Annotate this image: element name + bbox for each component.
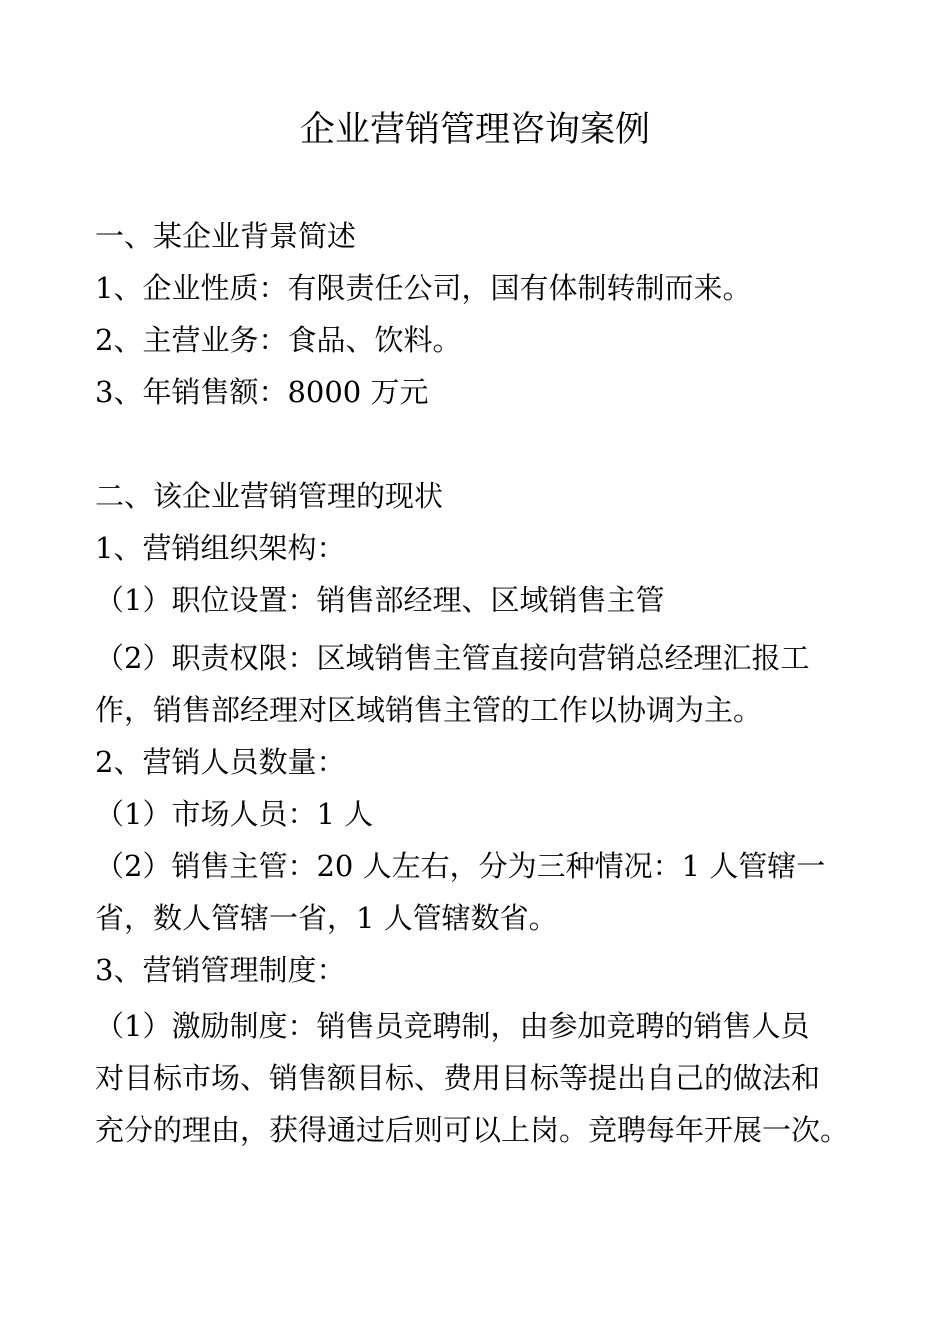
paragraph-line: 充分的理由，获得通过后则可以上岗。竞聘每年开展一次。 — [95, 1113, 850, 1147]
paragraph-line: 省，数人管辖一省，1 人管辖数省。 — [95, 901, 558, 935]
paragraph-line: 1、企业性质：有限责任公司，国有体制转制而来。 — [95, 271, 752, 305]
document-title: 企业营销管理咨询案例 — [299, 110, 650, 150]
section-heading-1: 一、某企业背景简述 — [95, 219, 357, 253]
paragraph-line: （2）销售主管：20 人左右，分为三种情况：1 人管辖一 — [95, 849, 826, 883]
paragraph-line: （1）市场人员：1 人 — [95, 797, 374, 831]
paragraph-line: 2、主营业务：食品、饮料。 — [95, 323, 462, 357]
paragraph-line: （1）职位设置：销售部经理、区域销售主管 — [95, 583, 665, 617]
paragraph-line: 对目标市场、销售额目标、费用目标等提出自己的做法和 — [95, 1061, 821, 1095]
paragraph-line: 3、年销售额：8000 万元 — [95, 375, 429, 409]
paragraph-line: 2、营销人员数量： — [95, 745, 346, 779]
paragraph-line: 作，销售部经理对区域销售主管的工作以协调为主。 — [95, 693, 763, 727]
paragraph-line: （2）职责权限：区域销售主管直接向营销总经理汇报工 — [95, 641, 810, 675]
paragraph-line: （1）激励制度：销售员竞聘制，由参加竞聘的销售人员 — [95, 1009, 810, 1043]
paragraph-line: 1、营销组织架构： — [95, 531, 346, 565]
paragraph-line: 3、营销管理制度： — [95, 953, 346, 987]
section-heading-2: 二、该企业营销管理的现状 — [95, 479, 444, 513]
